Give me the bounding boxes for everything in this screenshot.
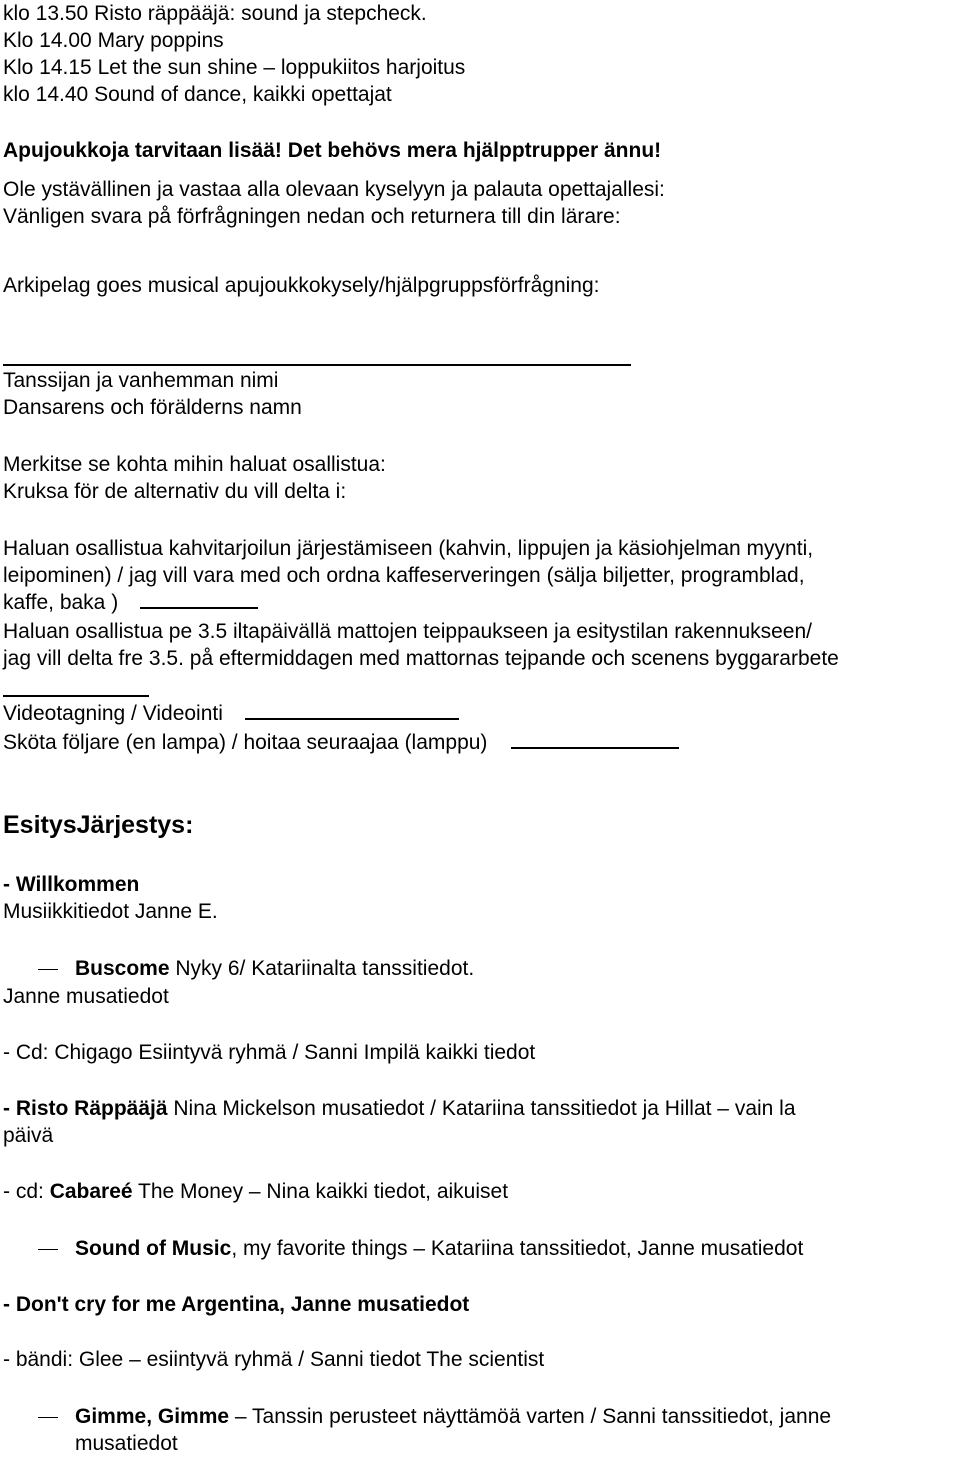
program-gimme-title: Gimme, Gimme — [75, 1405, 230, 1428]
schedule-line-3: Klo 14.15 Let the sun shine – loppukiitos harjoitus — [3, 56, 466, 79]
program-buscome — [75, 955, 474, 983]
option-spot-blank[interactable] — [511, 729, 679, 749]
program-janne: Janne musatiedot — [3, 985, 169, 1008]
schedule-line-1: klo 13.50 Risto räppääjä: sound ja stepcheck. — [3, 2, 427, 25]
bullet-dash — [38, 1249, 58, 1250]
program-glee: - bändi: Glee – esiintyvä ryhmä / Sanni tiedot The scientist — [3, 1348, 545, 1371]
option-coffee-line-1: Haluan osallistua kahvitarjoilun järjestämiseen (kahvin, lippujen ja käsiohjelman myynti, — [3, 537, 814, 560]
program-buscome-detail: Nyky 6/ Katariinalta tanssitiedot. — [169, 957, 475, 980]
bullet-dash — [38, 969, 58, 970]
program-cabaret-detail: The Money – Nina kaikki tiedot, aikuiset — [132, 1180, 509, 1203]
program-chicago: - Cd: Chigago Esiintyvä ryhmä / Sanni Impilä kaikki tiedot — [3, 1041, 536, 1064]
program-buscome-title: Buscome — [75, 957, 170, 980]
name-label-sv: Dansarens och förälderns namn — [3, 396, 302, 419]
option-stage-blank[interactable] — [3, 695, 149, 697]
program-sound-title: Sound of Music — [75, 1237, 232, 1260]
option-video-line — [3, 700, 459, 728]
program-risto-cont: päivä — [3, 1124, 54, 1147]
option-video-text: Videotagning / Videointi — [3, 702, 223, 725]
name-label-fi: Tanssijan ja vanhemman nimi — [3, 369, 279, 392]
program-gimme-cont: musatiedot — [75, 1432, 178, 1455]
program-cabaret-prefix: - cd: — [3, 1180, 50, 1203]
mark-label-fi: Merkitse se kohta mihin haluat osallistua: — [3, 453, 386, 476]
option-stage-line-1: Haluan osallistua pe 3.5 iltapäivällä mattojen teippaukseen ja esitystilan rakennukseen/ — [3, 620, 813, 643]
helpers-heading: Apujoukkoja tarvitaan lisää! Det behövs mera hjälpptrupper ännu! — [3, 139, 662, 162]
program-gimme-detail: – Tanssin perusteet näyttämöä varten / Sanni tanssitiedot, janne — [229, 1405, 832, 1428]
option-coffee-line-3 — [3, 589, 258, 617]
program-risto — [3, 1095, 796, 1123]
option-stage-line-2: jag vill delta fre 3.5. på eftermiddagen med mattornas tejpande och scenens byggararbete — [3, 647, 839, 670]
program-risto-title: - Risto Räppääjä — [3, 1097, 168, 1120]
option-coffee-text: kaffe, baka ) — [3, 591, 119, 614]
program-musiikki: Musiikkitiedot Janne E. — [3, 900, 218, 923]
bullet-dash — [38, 1417, 58, 1418]
program-willkommen: - Willkommen — [3, 873, 140, 896]
program-gimme — [75, 1403, 831, 1431]
intro-line-sv: Vänligen svara på förfrågningen nedan och returnera till din lärare: — [3, 205, 621, 228]
intro-line-fi: Ole ystävällinen ja vastaa alla olevaan kyselyyn ja palauta opettajallesi: — [3, 178, 665, 201]
option-spot-text: Sköta följare (en lampa) / hoitaa seuraajaa (lamppu) — [3, 731, 488, 754]
option-coffee-blank[interactable] — [140, 589, 258, 609]
program-sound — [75, 1235, 803, 1263]
name-blank-line[interactable] — [3, 364, 631, 366]
program-sound-detail: , my favorite things – Katariina tanssitiedot, Janne musatiedot — [231, 1237, 804, 1260]
schedule-line-2: Klo 14.00 Mary poppins — [3, 29, 224, 52]
program-cabaret — [3, 1178, 508, 1206]
option-coffee-line-2: leipominen) / jag vill vara med och ordna kaffeserveringen (sälja biljetter, programblad, — [3, 564, 805, 587]
program-argentina: - Don't cry for me Argentina, Janne musatiedot — [3, 1293, 470, 1316]
schedule-line-4: klo 14.40 Sound of dance, kaikki opettajat — [3, 83, 392, 106]
program-risto-detail: Nina Mickelson musatiedot / Katariina tanssitiedot ja Hillat – vain la — [167, 1097, 796, 1120]
mark-label-sv: Kruksa för de alternativ du vill delta i: — [3, 480, 347, 503]
program-cabaret-title: Cabareé — [49, 1180, 133, 1203]
option-spot-line — [3, 729, 679, 757]
order-heading: EsitysJärjestys: — [3, 811, 194, 839]
survey-title: Arkipelag goes musical apujoukkokysely/hjälpgruppsförfrågning: — [3, 274, 600, 297]
option-video-blank[interactable] — [245, 700, 459, 720]
